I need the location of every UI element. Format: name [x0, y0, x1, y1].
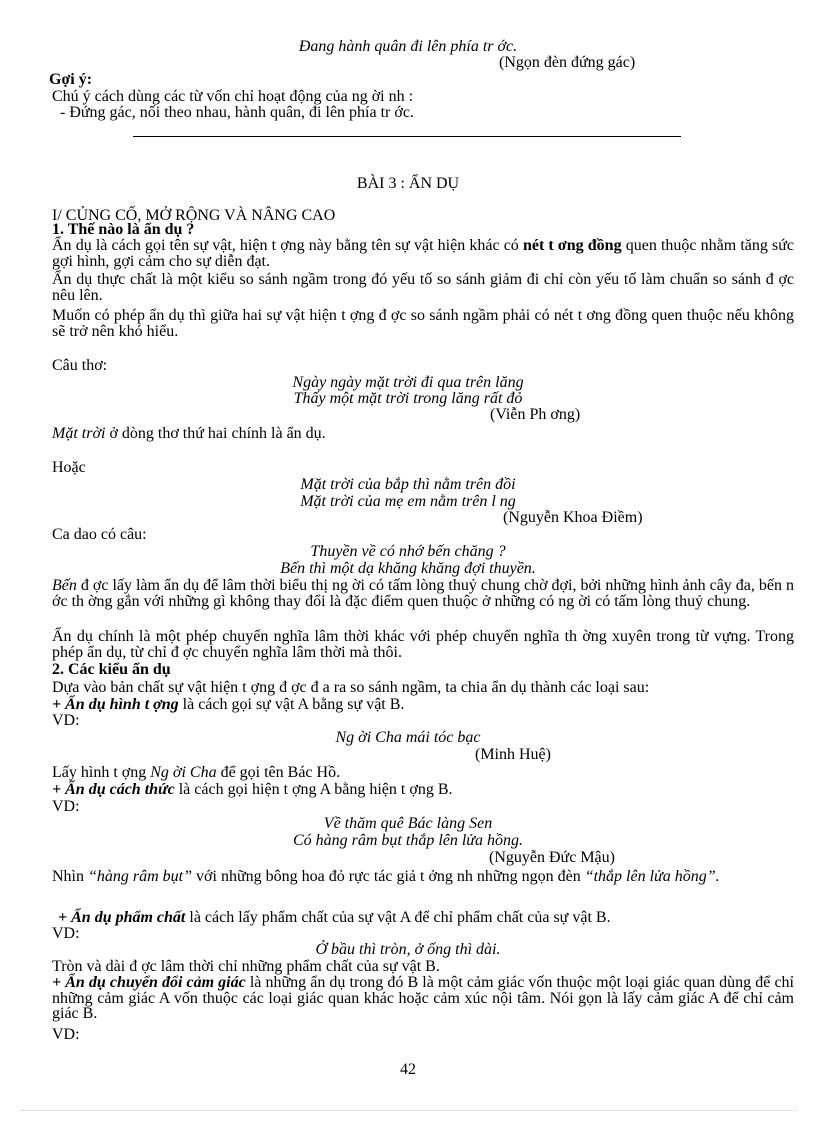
type-2-line: + Ẩn dụ cách thức là cách gọi hiện t ợng A bằng hiện t ợng B. — [52, 781, 453, 798]
type-1-line: + Ẩn dụ hình t ợng là cách gọi sự vật A bằng sự vật B. — [52, 696, 405, 713]
subsection-1-heading: 1. Thế nào là ẩn dụ ? — [52, 221, 195, 238]
paragraph-1: Ẩn dụ là cách gọi tên sự vật, hiện t ợng này bằng tên sự vật hiện khác có nét t ơng đồng quen thuộc nhằm tăng sức gợi hình, gợi cảm cho sự diễn đạt. — [52, 237, 795, 270]
example-1-author: (Minh Huệ) — [475, 746, 551, 763]
example-3-line: Ở bầu thì tròn, ở ống thì dài. — [315, 941, 501, 958]
paragraph-3: Muốn có phép ẩn dụ thì giữa hai sự vật hiện t ợng đ ợc so sánh ngầm phải có nét t ơng đồng quen thuộc nếu không sẽ trở nên khó hiểu. — [52, 307, 794, 340]
poem-line: Đang hành quân đi lên phía tr ớc. — [298, 38, 518, 55]
example-2-line-2: Có hàng râm bụt thắp lên lửa hồng. — [292, 832, 524, 849]
vd-2: VD: — [52, 798, 80, 815]
poem-2-line-2: Mặt trời của mẹ em nằm trên l ng — [300, 493, 516, 510]
example-2-line-1: Về thăm quê Bác làng Sen — [323, 815, 493, 832]
hint-line-1: Chú ý cách dùng các từ vốn chỉ hoạt động của ng ời nh : — [52, 88, 414, 105]
poem-author: (Ngọn đèn đứng gác) — [499, 54, 636, 71]
cau-tho-label: Câu thơ: — [52, 357, 108, 374]
poem-2-author: (Nguyễn Khoa Điềm) — [503, 509, 643, 526]
paragraph-7: Dựa vào bản chất sự vật hiện t ợng đ ợc đ a ra so sánh ngầm, ta chia ẩn dụ thành các loại sau: — [52, 679, 650, 696]
paragraph-4: Mặt trời ở dòng thơ thứ hai chính là ẩn dụ. — [52, 425, 326, 442]
hint-title: Gợi ý: — [49, 71, 93, 88]
poem-1-line-2: Thấy một mặt trời trong lăng rất đỏ — [293, 390, 523, 407]
type-3-line: + Ẩn dụ phẩm chất là cách lấy phẩm chất của sự vật A để chỉ phẩm chất của sự vật B. — [58, 909, 611, 926]
poem-2-line-1: Mặt trời của bắp thì nằm trên đồi — [300, 476, 516, 493]
page-bottom-border — [20, 1110, 796, 1111]
paragraph-5: Bến đ ợc lấy làm ẩn dụ để lâm thời biểu thị ng ời có tấm lòng thuỷ chung chờ đợi, bởi những hình ảnh cây đa, bến n ớc th ờng gắn với những gì không thay đổi là đặc điểm quen thuộc ở những có ng ời có tấm lòng thuỷ chung. — [52, 577, 794, 610]
subsection-2-heading: 2. Các kiểu ẩn dụ — [52, 661, 171, 678]
poem-1-author: (Viễn Ph ơng) — [490, 406, 581, 423]
poem-3-line-1: Thuyền về có nhớ bến chăng ? — [310, 543, 506, 560]
example-1-explanation: Lấy hình t ợng Ng ời Cha để gọi tên Bác Hồ. — [52, 764, 341, 781]
vd-1: VD: — [52, 712, 80, 729]
page-number: 42 — [400, 1061, 416, 1078]
separator-rule — [133, 136, 681, 137]
hint-line-2: - Đứng gác, nối theo nhau, hành quân, đi lên phía tr ớc. — [60, 104, 414, 121]
paragraph-2: Ẩn dụ thực chất là một kiểu so sánh ngầm trong đó yếu tố so sánh giảm đi chỉ còn yếu tố làm chuẩn so sánh đ ợc nêu lên. — [52, 271, 794, 304]
lesson-title: BÀI 3 : ẨN DỤ — [356, 175, 460, 192]
example-2-author: (Nguyễn Đức Mậu) — [489, 849, 615, 866]
example-1-line: Ng ời Cha mái tóc bạc — [335, 729, 481, 746]
section-heading: I/ CỦNG CỐ, MỞ RỘNG VÀ NÂNG CAO — [52, 207, 336, 224]
vd-3: VD: — [52, 925, 80, 942]
example-2-explanation: Nhìn “hàng râm bụt” với những bông hoa đỏ rực tác giả t ởng nh những ngọn đèn “thắp lên lửa hồng”. — [52, 868, 720, 885]
type-4-paragraph: + Ẩn dụ chuyển đổi cảm giác là những ẩn dụ trong đó B là một cảm giác vốn thuộc một loại giác quan dùng để chỉ những cảm giác A vốn thuộc các loại giác quan khác hoặc cảm xúc nội tâm. Nói gọn là lấy cảm giác A để chỉ cảm giác B. — [52, 974, 795, 1022]
vd-4: VD: — [52, 1026, 80, 1043]
ca-dao-label: Ca dao có câu: — [52, 526, 147, 543]
paragraph-6: Ẩn dụ chính là một phép chuyển nghĩa lâm thời khác với phép chuyển nghĩa th ờng xuyên trong từ vựng. Trong phép ẩn dụ, từ chỉ đ ợc chuyển nghĩa lâm thời mà thôi. — [52, 628, 794, 661]
poem-1-line-1: Ngày ngày mặt trời đi qua trên lăng — [292, 374, 524, 391]
example-3-explanation: Tròn và dài đ ợc lâm thời chỉ những phẩm chất của sự vật B. — [52, 958, 440, 975]
poem-3-line-2: Bến thì một dạ khăng khăng đợi thuyền. — [280, 560, 536, 577]
hoac-label: Hoặc — [52, 459, 86, 476]
